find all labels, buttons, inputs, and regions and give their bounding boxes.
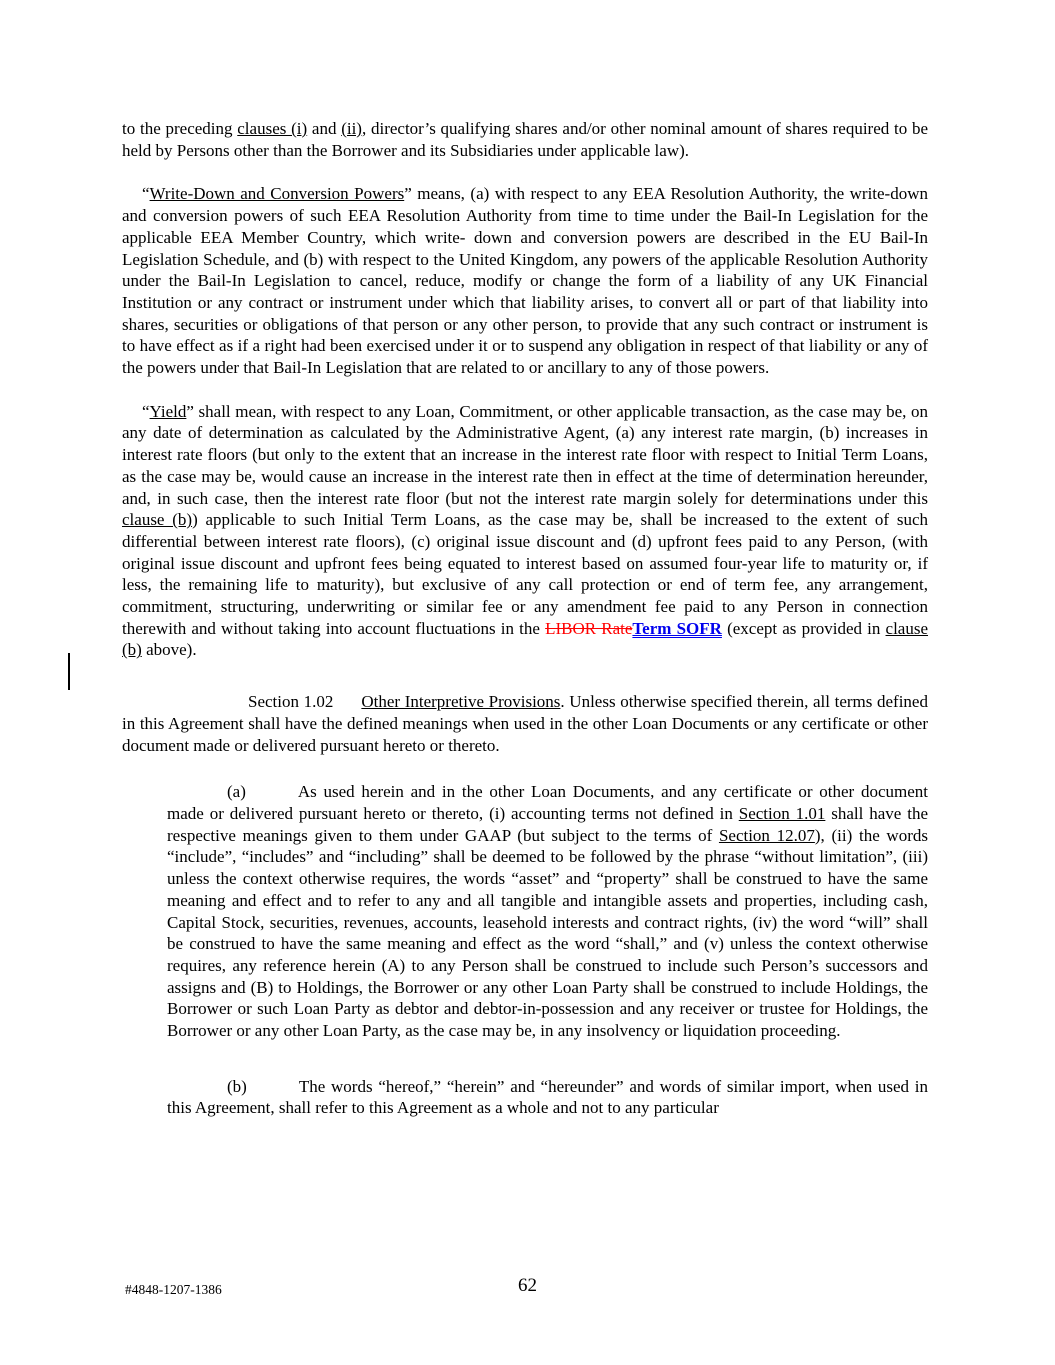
footer-document-id: #4848-1207-1386 <box>125 1282 222 1297</box>
underlined-text: Section 1.01 <box>738 803 826 823</box>
deleted-text: LIBOR Rate <box>545 618 633 638</box>
text-run: (a) <box>227 782 246 802</box>
text-run: As used herein and in the other Loan Documents, and any certificate or other document made or delivered pursuant hereto or thereto, (i) accounting terms not defined in <box>167 782 928 823</box>
paragraph-section-1-02-other-interpretive-provisions <box>122 691 928 756</box>
paragraph-write-down-and-conversion-powers-definition <box>122 183 928 378</box>
underlined-text: Other Interpretive Provisions <box>361 692 561 712</box>
text-run: to the preceding <box>122 119 238 138</box>
footer-page-number: 62 <box>518 1275 537 1296</box>
text-run: , director’s qualifying shares and/or other nominal amount of shares required to be held by Persons other than the Borrower and its Subsidiaries under applicable law). <box>122 119 929 160</box>
underlined-text: clause (b) <box>122 618 929 660</box>
text-run: ), (ii) the words “include”, “includes” and “including” shall be deemed to be followed by the phrase “without limitation”, (iii) unless the context otherwise requires, the words “asset” and “property” shall be construed to have the same meaning and effect and to refer to any and all tangible and intangible assets and properties, including cash, Capital Stock, securities, revenues, accounts, leasehold interests and contract rights, (iv) the word “will” shall be construed to have the same meaning and effect as the word “shall,” and (v) unless the context otherwise requires, any reference herein (A) to any Person shall be construed to include such Person’s successors and assigns and (B) to Holdings, the Borrower or any other Loan Party shall be construed to include Holdings, the Borrower or such Loan Party as debtor and debtor-in-possession and any receiver or trustee for Holdings, the Borrower or any other Loan Party, as the case may be, in any insolvency or liquidation proceeding. <box>167 825 928 1041</box>
margin-change-bar <box>68 653 70 690</box>
paragraph-subsection-a <box>167 781 928 1041</box>
underlined-text: Write-Down and Conversion Powers <box>149 184 405 204</box>
document-body <box>122 118 928 1119</box>
paragraph-yield-definition <box>122 401 928 661</box>
text-run: (except as provided in <box>721 618 886 638</box>
underlined-text: (ii) <box>341 119 362 138</box>
underlined-text: clauses (i) <box>237 119 308 138</box>
paragraph-continuation <box>122 118 928 161</box>
text-run: shall have the respective meanings given to them under GAAP (but subject to the terms of <box>167 803 929 845</box>
underlined-text: Section 12.07 <box>718 825 815 845</box>
text-run: “ <box>142 184 150 204</box>
text-run: above). <box>141 640 197 660</box>
text-run: ” means, (a) with respect to any EEA Resolution Authority, the write-down and conversion powers of such EEA Resolution Authority from time to time under the Bail-In Legislation for the applicable EEA Member Country, which write- down and conversion powers are described in the EU Bail-In Legislation Schedule, and (b) with respect to the United Kingdom, any powers of the applicable Resolution Authority under the Bail-In Legislation to cancel, reduce, modify or change the form of a liability of any UK Financial Institution or any contract or instrument under which that liability arises, to convert all or part of that liability into shares, securities or obligations of that person or any other person, to provide that any such contract or instrument is to have effect as if a right had been exercised under it or to suspend any obligation in respect of that liability or any of the powers under that Bail-In Legislation that are related to or ancillary to any of those powers. <box>122 184 928 378</box>
text-run: (b) <box>227 1076 247 1096</box>
text-run: . Unless otherwise specified therein, all terms defined in this Agreement shall have the defined meanings when used in the other Loan Documents or any certificate or other document made or delivered pursuant hereto or thereto. <box>122 692 928 755</box>
text-run: ” shall mean, with respect to any Loan, Commitment, or other applicable transaction, as the case may be, on any date of determination as calculated by the Administrative Agent, (a) any interest rate margin, (b) increases in interest rate floors (but only to the extent that an increase in the interest rate floor with respect to Initial Term Loans, as the case may be, would cause an increase in the interest rate then in effect at the time of determination hereunder, and, in such case, then the interest rate floor (but not the interest rate margin solely for determinations under this <box>122 401 928 508</box>
paragraph-subsection-b <box>167 1076 928 1119</box>
underlined-text: clause (b) <box>122 510 193 530</box>
text-run: and <box>307 119 342 138</box>
text-run: “ <box>142 401 150 421</box>
inserted-text: Term SOFR <box>632 618 722 638</box>
text-run: ) applicable to such Initial Term Loans, as the case may be, shall be increased to the extent of such differential between interest rate floors), (c) original issue discount and (d) upfront fees paid to any Person, (with original issue discount and upfront fees being equated to interest based on assumed four-year life to maturity or, if less, the remaining life to maturity), but exclusive of any call protection or end of term fee, any arrangement, commitment, structuring, underwriting or similar fee or any amendment fee paid to any Person in connection therewith and without taking into account fluctuations in the <box>122 510 928 638</box>
text-run: Section 1.02 <box>248 692 334 712</box>
text-run: The words “hereof,” “herein” and “hereunder” and words of similar import, when used in this Agreement, shall refer to this Agreement as a whole and not to any particular <box>167 1076 928 1118</box>
underlined-text: Yield <box>149 401 187 421</box>
